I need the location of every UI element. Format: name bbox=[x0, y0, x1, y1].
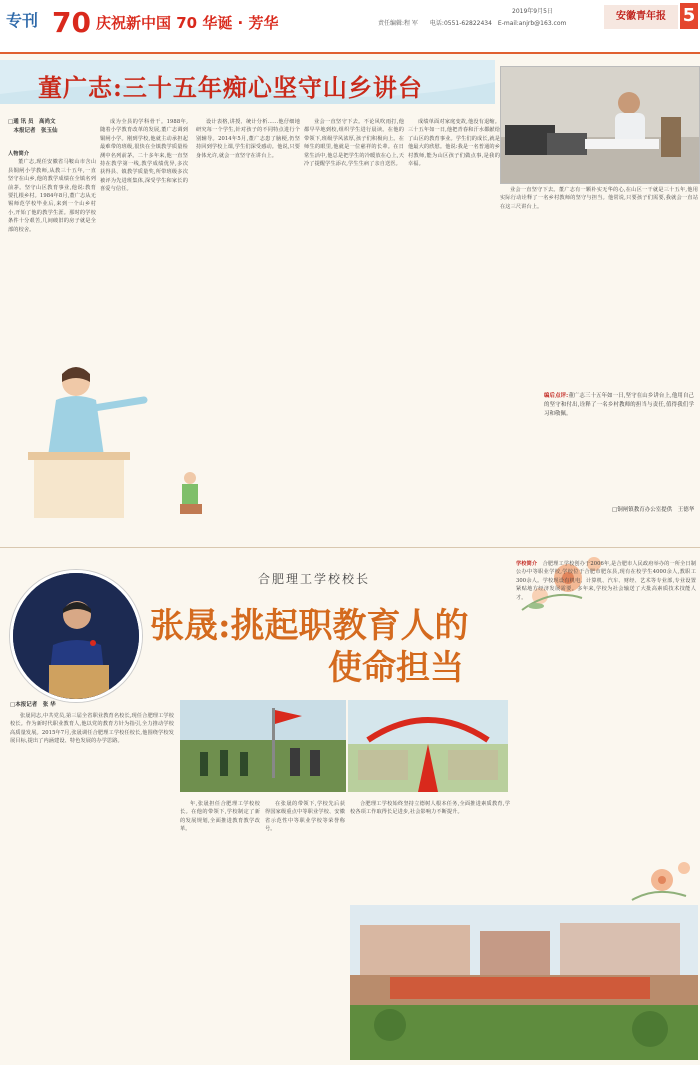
article1-paragraph: 业会一直坚守下去。不论风吹雨打,他都早早地到校,组织学生进行晨读。在他的带领下,班级学风浓厚,孩子们积极向上。在师生的眼里,他就是一位慈祥的长辈。在日常生活中,他总是把学生的冷暖放在心上,天冷了提醒学生添衣,学生生病了亲自送医。 bbox=[304, 119, 404, 168]
article2-paragraph: 张晟同志,中共党员,第三届全省职业教育名校长,现任合肥理工学校校长。作为新时代职业教育人,他以党的教育方针为指引,全力推动学校高质量发展。2015年7月,张晟调任合肥理工学校任校长,他围绕学校发展目标,提出了内涵建设、特色发展的办学思路。 bbox=[10, 713, 174, 745]
article1-paragraph: 董广志,现任安徽省马鞍山市含山县铜闸小学教师,从教三十五年,一直坚守在山乡,他的教学成绩在全镇名列前茅。坚守山区教育事业,他说:教育要扎根乡村。1984年8月,董广志从无锡师范学校毕业后,来到一个山乡村小,开始了他的教学生涯。那时的学校条件十分艰苦,几间破旧的房子就是全部的校舍。 bbox=[8, 159, 96, 233]
school-profile-text: 合肥理工学校创办于2006年,是合肥市人民政府举办的一所全日制公办中等职业学校,学校位于合肥市肥东县,现有在校学生4000余人,教职工300余人。学校现设有机电、计算机、汽车、财经、艺术等专业部,专业设置紧贴地方经济发展需要。多年来,学校为社会输送了大批高素质技术技能人才。 bbox=[516, 561, 696, 601]
article2-column-2 bbox=[180, 800, 260, 1057]
anniversary-70-logo bbox=[50, 4, 96, 38]
school-profile-label: 学校简介 bbox=[516, 561, 538, 567]
article1-byline: □通 讯 员 高尚文 本报记者 张玉仙 bbox=[8, 119, 58, 134]
article2-headline-line1: 张晟:挑起职教育人的 bbox=[150, 606, 469, 646]
article2-photo-campus-aerial bbox=[350, 905, 698, 1060]
article1-column-4 bbox=[304, 118, 404, 513]
flower-decoration-bottom bbox=[626, 856, 698, 908]
article1-column-2 bbox=[100, 118, 188, 360]
article1-paragraph: 业会一直坚守下去。董广志有一颗朴实无华的心,在山区一干就是三十五年,他用实际行动诠释了一名乡村教师的坚守与担当。他常说,只要孩子们需要,我就会一直站在这三尺讲台上。 bbox=[500, 187, 698, 210]
editor-comment-box bbox=[544, 392, 694, 502]
article2-kicker: 合肥理工学校校长 bbox=[258, 572, 371, 586]
issue-date: 2019年9月5日 bbox=[512, 8, 553, 15]
section-tag: 专刊 bbox=[6, 11, 39, 30]
article2-column-3 bbox=[265, 800, 345, 1057]
editor-comment-text: 董广志三十五年如一日,坚守在山乡讲台上,他用自己的坚守和付出,诠释了一名乡村教师的担当与责任,值得我们学习和敬佩。 bbox=[544, 393, 694, 417]
article1-photo-teacher-at-desk bbox=[500, 66, 700, 184]
school-profile-sidebar bbox=[516, 560, 696, 900]
article1-paragraph: 成为全县的学科骨干。1988年,随着小学教育改革的发展,董广志调到铜闸小学。刚到学校,他就主动承担起最难带的班级,很快在全镇教学质量检测中名列前茅。二十多年来,他一直坚持在教学第一线,教学成绩优异,多次获得县、镇教学质量奖,所带班级多次被评为先进班集体,深受学生和家长的喜爱与信任。 bbox=[100, 119, 188, 193]
article1-column-5 bbox=[408, 118, 500, 513]
article1-paragraph: 成绩单面对家庭变故,他没有退缩。三十五年如一日,他把青春和汗水都献给了山区的教育事业。学生们的成长,就是他最大的欣慰。他说:我是一名普通的乡村教师,能为山区孩子们做点事,是我的幸福。 bbox=[408, 119, 500, 168]
article2-paragraph: 合肥理工学校始终坚持立德树人根本任务,全面推进素质教育,学校各项工作取得长足进步,社会影响力不断提升。 bbox=[350, 801, 510, 816]
article2-photo-flag-ceremony bbox=[180, 700, 346, 792]
article1-paragraph: 设计表格,讲授、统计分析……他仔细地研究每一个学生,针对孩子的不同特点进行个别辅导。2014年5月,董广志患了脑梗,仍坚持回到学校上课,学生们深受感动。他说,只要身体允许,就会一直坚守在讲台上。 bbox=[196, 119, 300, 159]
newspaper-name: 安徽青年报 bbox=[604, 5, 678, 29]
article1-column-3 bbox=[196, 118, 300, 304]
editor-contact: 责任编辑:程 军 电话:0551-62822434 E-mail:anjrb@163.com bbox=[378, 20, 567, 27]
article2-paragraph: 在张晟的带领下,学校先后获得国家级重点中等职业学校、安徽省示范性中等职业学校等荣誉称号。 bbox=[265, 801, 345, 833]
article2-column-4 bbox=[350, 800, 510, 900]
article1-column-1 bbox=[8, 150, 96, 360]
logo-70-text: 70 bbox=[52, 6, 91, 38]
article2-headline-line2: 使命担当 bbox=[328, 648, 464, 688]
page-number: 5 bbox=[680, 3, 698, 29]
intro-label: 人物简介 bbox=[8, 151, 30, 157]
article2-column-1 bbox=[10, 712, 174, 1057]
banner-title: 庆祝新中国 70 华诞 · 芳华 bbox=[96, 14, 279, 32]
principal-portrait bbox=[10, 570, 142, 702]
article1-column-6 bbox=[500, 186, 698, 386]
article2-photo-school-event bbox=[348, 700, 508, 792]
editor-comment-label: 编后点评: bbox=[544, 393, 569, 399]
article1-headline: 董广志:三十五年痴心坚守山乡讲台 bbox=[38, 73, 423, 102]
article1-source-credit: □铜闸镇教育办公室提供 王德华 bbox=[612, 507, 695, 513]
article2-byline: □本报记者 张 华 bbox=[10, 702, 56, 708]
article2-paragraph: 年,张晟担任合肥理工学校校长。在他的带领下,学校制定了新的发展规划,全面推进教育教学改革。 bbox=[180, 801, 260, 833]
classroom-illustration bbox=[14, 360, 214, 530]
